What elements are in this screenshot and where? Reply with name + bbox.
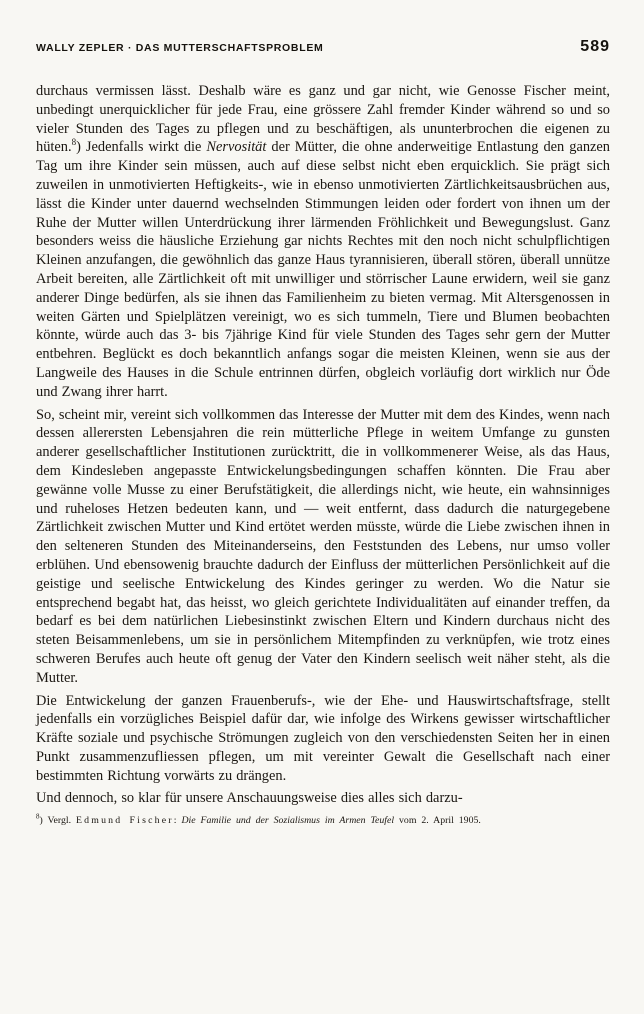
text-segment: ) Jedenfalls wirkt die: [76, 139, 207, 156]
paragraph: [36, 789, 610, 808]
paragraph: [36, 406, 610, 688]
paragraph: [36, 692, 610, 786]
footnote-marker: 8: [71, 137, 77, 148]
footnote: [36, 815, 610, 828]
text-segment: vom 2. April 1905.: [394, 815, 481, 827]
text-segment: :: [173, 815, 182, 827]
text-segment: Edmund Fischer: [75, 815, 174, 827]
text-segment: Die Familie und der Sozialismus im Armen Teufel: [181, 815, 395, 827]
text-segment: durchaus vermissen lässt. Deshalb wäre es ganz und gar nicht, wie Genosse Fischer meint, unbedingt unerquicklicher für jede Frau, eine grössere Zahl fremder Kinder während so und so vieler Stunden des Tages zu pflegen und zu beschäftigen, als ununterbrochen die eigenen zu hüten.: [36, 83, 610, 156]
paragraph: [36, 82, 610, 402]
text-segment: So, scheint mir, vereint sich vollkommen das Interesse der Mutter mit dem des Kindes, wenn nach dessen allerersten Lebensjahren die rein mütterliche Pflege in weitem Umfange zu gunsten anderer gesellschaftlicher Institutionen zurücktritt, die in vollkommenerer Weise, als das Haus, dem Kindesleben angepasste Entwickelungsbedingungen schaffen könnten. Die Frau aber gewänne volle Musse zu einer Berufstätigkeit, die allerdings nicht, wie heute, ein wahnsinniges und ruheloses Hetzen bedeuten kann, und — weit entfernt, dass dadurch die naturgegebene Zärtlichkeit zwischen Mutter und Kind ertötet werden müsste, würde die Liebe zwischen ihnen in den selteneren Stunden des Miteinanderseins, den Feststunden des Lebens, nur umso voller erblühen. Und ebensowenig brauchte dadurch der Einfluss der mütterlichen Persönlichkeit auf die geistige und seelische Entwickelung des Kindes geringer zu werden. Wo die Natur sie entsprechend begabt hat, das heisst, wo gleich gerichtete Individualitäten auf einander treffen, da bedarf es bei dem natürlichen Liebesinstinkt zwischen Eltern und Kindern durchaus nicht des steten Beisammenlebens, um sie in persönlichem Mitempfinden zu verknüpfen, wie trotz eines schweren Berufes auch heute oft genug der Vater den Kindern seelisch weit näher steht, als die Mutter.: [36, 406, 610, 686]
article-body: [36, 82, 610, 808]
text-segment: Die Entwickelung der ganzen Frauenberufs-, wie der Ehe- und Hauswirtschaftsfrage, stellt jedenfalls ein vorzügliches Beispiel dafür dar, wie infolge des Wirkens gewisser wirtschaftlicher Kräfte soziale und psychische Strömungen zugleich von den verschiedensten Seiten her in einen Punkt zusammenzufliessen pflegen, um mit vereinter Gewalt die Gesellschaft nach einer bestimmten Richtung vorwärts zu drängen.: [36, 692, 610, 784]
footnote-marker: 8: [36, 813, 40, 822]
running-title: WALLY ZEPLER · DAS MUTTERSCHAFTSPROBLEM: [36, 42, 324, 54]
running-header: [36, 38, 610, 56]
text-segment: Und dennoch, so klar für unsere Anschauungsweise dies alles sich darzu-: [36, 790, 463, 807]
text-segment: ) Vergl.: [39, 815, 76, 827]
page-number: 589: [580, 38, 610, 55]
text-segment: der Mütter, die ohne anderweitige Entlastung den ganzen Tag um ihre Kinder sein müssen, auch auf diese selbst nicht eben erquicklich. Sie prägt sich zuweilen in unmotivierten Heftigkeits-, wie in ebenso unmotivierten Zärtlichkeitsausbrüchen aus, lässt die Kinder unter dauernd wechselnden Stimmungen leiden oder fordert von ihnen um der Ruhe der Mutter willen Unterdrückung ihrer lärmenden Fröhlichkeit und Bewegungslust. Ganz besonders weiss die häusliche Erziehung gar nichts Rechtes mit den noch nicht schulpflichtigen Kleinen anzufangen, die gewöhnlich das ganze Haus tyrannisieren, überall stören, überall unnütze Arbeit bereiten, alle Zärtlichkeit oft mit unwilliger und störrischer Laune erwidern, weil sie ganz anderer Dinge bedürfen, als sie ihnen das Familienheim zu bieten vermag. Mit Altersgenossen in weiten Gärten und Spielplätzen vereinigt, wo es sich tummeln, Tiere und Blumen beobachten könnte, würde auch das 3- bis 7jährige Kind für viele Stunden des Tages sehr gern der Mutter entbehren. Beglückt es doch bekanntlich anfangs sogar die meisten Kleinen, wenn sie aus der Langweile des Hauses in die Schule entrinnen dürfen, obgleich vorläufig dort wirklich nur Öde und Zwang ihrer harrt.: [36, 139, 610, 400]
text-segment: Nervosität: [206, 139, 267, 156]
